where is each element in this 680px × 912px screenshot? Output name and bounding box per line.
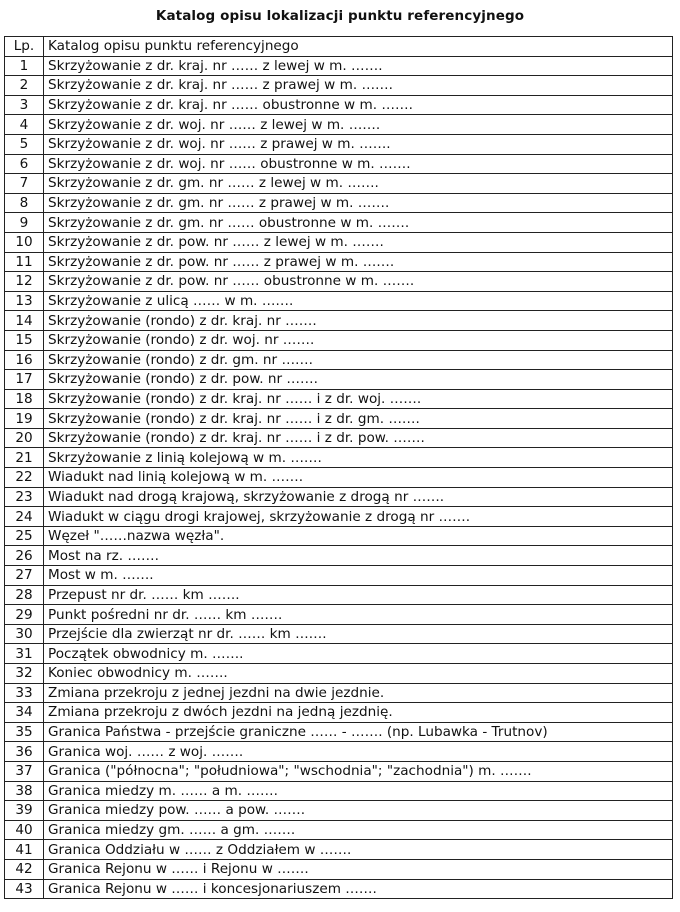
table-row [5, 722, 673, 742]
table-row [5, 624, 673, 644]
table-row [5, 252, 673, 272]
row-number: 18 [5, 389, 44, 409]
row-description: Skrzyżowanie z dr. pow. nr …… obustronne w m. ……. [44, 272, 673, 292]
table-header-row [5, 37, 673, 57]
row-description: Granica ("północna"; "południowa"; "wschodnia"; "zachodnia") m. ……. [44, 761, 673, 781]
row-description: Skrzyżowanie z dr. kraj. nr …… z lewej w m. ……. [44, 56, 673, 76]
row-number: 10 [5, 232, 44, 252]
row-number: 2 [5, 76, 44, 96]
table-row [5, 330, 673, 350]
table-row [5, 546, 673, 566]
row-description: Skrzyżowanie z dr. pow. nr …… z prawej w m. ……. [44, 252, 673, 272]
table-row [5, 409, 673, 429]
row-number: 8 [5, 193, 44, 213]
row-description: Most w m. ……. [44, 566, 673, 586]
table-row [5, 232, 673, 252]
row-description: Skrzyżowanie z ulicą …… w m. ……. [44, 291, 673, 311]
table-row [5, 76, 673, 96]
row-description: Granica miedzy pow. …… a pow. ……. [44, 801, 673, 821]
row-description: Granica woj. …… z woj. ……. [44, 742, 673, 762]
row-number: 16 [5, 350, 44, 370]
row-number: 9 [5, 213, 44, 233]
row-description: Granica miedzy m. …… a m. ……. [44, 781, 673, 801]
row-description: Skrzyżowanie z dr. gm. nr …… z prawej w m. ……. [44, 193, 673, 213]
row-number: 35 [5, 722, 44, 742]
row-number: 38 [5, 781, 44, 801]
row-number: 36 [5, 742, 44, 762]
row-number: 32 [5, 664, 44, 684]
row-number: 22 [5, 468, 44, 488]
table-row [5, 56, 673, 76]
table-row [5, 605, 673, 625]
table-row [5, 859, 673, 879]
table-row [5, 820, 673, 840]
row-number: 23 [5, 487, 44, 507]
row-description: Skrzyżowanie z dr. kraj. nr …… obustronne w m. ……. [44, 95, 673, 115]
table-row [5, 879, 673, 899]
header-lp: Lp. [5, 37, 44, 57]
row-number: 37 [5, 761, 44, 781]
row-description: Skrzyżowanie (rondo) z dr. kraj. nr …… i z dr. woj. ……. [44, 389, 673, 409]
row-number: 11 [5, 252, 44, 272]
table-row [5, 154, 673, 174]
row-number: 25 [5, 526, 44, 546]
row-description: Granica miedzy gm. …… a gm. ……. [44, 820, 673, 840]
table-row [5, 389, 673, 409]
table-row [5, 801, 673, 821]
row-number: 24 [5, 507, 44, 527]
row-number: 7 [5, 174, 44, 194]
table-row [5, 644, 673, 664]
row-number: 12 [5, 272, 44, 292]
row-number: 15 [5, 330, 44, 350]
table-row [5, 468, 673, 488]
row-number: 39 [5, 801, 44, 821]
row-description: Granica Rejonu w …… i koncesjonariuszem ……. [44, 879, 673, 899]
row-number: 29 [5, 605, 44, 625]
table-row [5, 448, 673, 468]
row-number: 41 [5, 840, 44, 860]
row-description: Skrzyżowanie (rondo) z dr. pow. nr ……. [44, 370, 673, 390]
table-row [5, 487, 673, 507]
row-description: Skrzyżowanie (rondo) z dr. gm. nr ……. [44, 350, 673, 370]
header-description: Katalog opisu punktu referencyjnego [44, 37, 673, 57]
row-description: Skrzyżowanie z dr. pow. nr …… z lewej w m. ……. [44, 232, 673, 252]
table-row [5, 566, 673, 586]
row-description: Skrzyżowanie z linią kolejową w m. ……. [44, 448, 673, 468]
table-row [5, 193, 673, 213]
row-description: Most na rz. ……. [44, 546, 673, 566]
row-number: 21 [5, 448, 44, 468]
table-row [5, 507, 673, 527]
row-description: Skrzyżowanie (rondo) z dr. kraj. nr …… i z dr. gm. ……. [44, 409, 673, 429]
table-body [5, 56, 673, 899]
table-row [5, 840, 673, 860]
table-row [5, 664, 673, 684]
row-description: Granica Rejonu w …… i Rejonu w ……. [44, 859, 673, 879]
table-row [5, 272, 673, 292]
row-number: 28 [5, 585, 44, 605]
table-row [5, 370, 673, 390]
row-description: Skrzyżowanie z dr. woj. nr …… obustronne w m. ……. [44, 154, 673, 174]
table-row [5, 311, 673, 331]
row-description: Wiadukt nad drogą krajową, skrzyżowanie z drogą nr ……. [44, 487, 673, 507]
row-description: Wiadukt w ciągu drogi krajowej, skrzyżowanie z drogą nr ……. [44, 507, 673, 527]
table-row [5, 526, 673, 546]
row-description: Skrzyżowanie z dr. kraj. nr …… z prawej w m. ……. [44, 76, 673, 96]
row-number: 34 [5, 703, 44, 723]
document-title: Katalog opisu lokalizacji punktu referencyjnego [155, 8, 525, 24]
table-row [5, 350, 673, 370]
catalog-table [4, 36, 673, 899]
table-row [5, 115, 673, 135]
row-number: 14 [5, 311, 44, 331]
row-description: Granica Oddziału w …… z Oddziałem w ……. [44, 840, 673, 860]
row-description: Zmiana przekroju z dwóch jezdni na jedną jezdnię. [44, 703, 673, 723]
row-number: 40 [5, 820, 44, 840]
row-description: Zmiana przekroju z jednej jezdni na dwie jezdnie. [44, 683, 673, 703]
table-row [5, 95, 673, 115]
row-number: 6 [5, 154, 44, 174]
row-description: Skrzyżowanie z dr. woj. nr …… z lewej w m. ……. [44, 115, 673, 135]
row-number: 26 [5, 546, 44, 566]
row-description: Skrzyżowanie (rondo) z dr. woj. nr ……. [44, 330, 673, 350]
table-row [5, 742, 673, 762]
row-description: Początek obwodnicy m. ……. [44, 644, 673, 664]
row-number: 42 [5, 859, 44, 879]
table-row [5, 761, 673, 781]
row-description: Granica Państwa - przejście graniczne …… - ……. (np. Lubawka - Trutnov) [44, 722, 673, 742]
table-row [5, 134, 673, 154]
row-number: 27 [5, 566, 44, 586]
table-row [5, 703, 673, 723]
row-number: 17 [5, 370, 44, 390]
row-number: 13 [5, 291, 44, 311]
row-description: Skrzyżowanie (rondo) z dr. kraj. nr …… i z dr. pow. ……. [44, 428, 673, 448]
table-row [5, 291, 673, 311]
row-number: 5 [5, 134, 44, 154]
table-row [5, 213, 673, 233]
row-number: 20 [5, 428, 44, 448]
table-row [5, 683, 673, 703]
row-description: Przepust nr dr. …… km ……. [44, 585, 673, 605]
row-number: 19 [5, 409, 44, 429]
row-description: Skrzyżowanie z dr. gm. nr …… obustronne w m. ……. [44, 213, 673, 233]
row-description: Skrzyżowanie z dr. gm. nr …… z lewej w m. ……. [44, 174, 673, 194]
row-description: Wiadukt nad linią kolejową w m. ……. [44, 468, 673, 488]
row-number: 31 [5, 644, 44, 664]
row-description: Skrzyżowanie z dr. woj. nr …… z prawej w m. ……. [44, 134, 673, 154]
table-row [5, 428, 673, 448]
row-description: Przejście dla zwierząt nr dr. …… km ……. [44, 624, 673, 644]
table-row [5, 585, 673, 605]
row-number: 4 [5, 115, 44, 135]
row-description: Koniec obwodnicy m. ……. [44, 664, 673, 684]
table-row [5, 781, 673, 801]
row-description: Węzeł "……nazwa węzła". [44, 526, 673, 546]
row-description: Punkt pośredni nr dr. …… km ……. [44, 605, 673, 625]
row-number: 33 [5, 683, 44, 703]
row-description: Skrzyżowanie (rondo) z dr. kraj. nr ……. [44, 311, 673, 331]
row-number: 1 [5, 56, 44, 76]
row-number: 30 [5, 624, 44, 644]
row-number: 3 [5, 95, 44, 115]
table-row [5, 174, 673, 194]
row-number: 43 [5, 879, 44, 899]
